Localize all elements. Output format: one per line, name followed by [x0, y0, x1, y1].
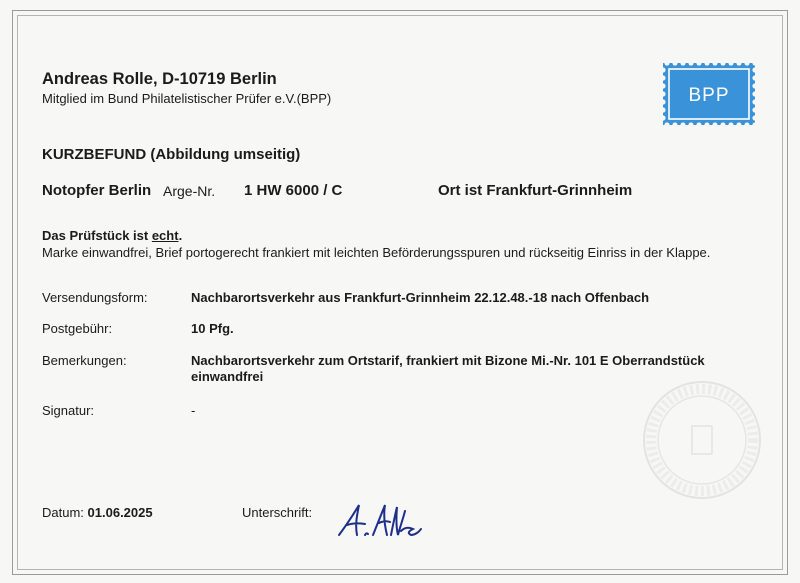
arge-label: Arge-Nr. — [163, 183, 216, 199]
date-line — [42, 505, 153, 520]
date-value: 01.06.2025 — [87, 505, 153, 520]
verdict-result: echt — [151, 228, 179, 243]
gebuehr-label: Postgebühr: — [42, 321, 113, 336]
versand-value: Nachbarortsverkehr aus Frankfurt-Grinnheim 22.12.48.-18 nach Offenbach — [191, 290, 650, 305]
location-note: Ort ist Frankfurt-Grinnheim — [438, 182, 633, 199]
bemerkung-label: Bemerkungen: — [42, 353, 127, 368]
signatur-label: Signatur: — [42, 403, 95, 418]
verdict-description: Marke einwandfrei, Brief portogerecht frankiert mit leichten Beförderungsspuren und rückseitig Einriss in der Klappe. — [42, 245, 711, 260]
examiner-name-address: Andreas Rolle, D-10719 Berlin — [42, 70, 277, 88]
arge-number: 1 HW 6000 / C — [244, 182, 343, 199]
verdict-prefix: Das Prüfstück ist — [42, 228, 152, 243]
bemerkung-line-1: Nachbarortsverkehr zum Ortstarif, frankiert mit Bizone Mi.-Nr. 101 E Oberrandstück — [191, 353, 705, 368]
signature-label: Unterschrift: — [242, 505, 313, 520]
report-title: KURZBEFUND (Abbildung umseitig) — [42, 146, 301, 163]
signatur-value: - — [191, 403, 196, 418]
gebuehr-value: 10 Pfg. — [191, 321, 234, 336]
date-label: Datum: — [42, 505, 84, 520]
verdict-suffix: . — [178, 228, 183, 243]
versand-label: Versendungsform: — [42, 290, 148, 305]
handwritten-signature — [335, 497, 425, 550]
item-name: Notopfer Berlin — [42, 182, 152, 199]
verdict-line — [42, 228, 182, 243]
membership-line: Mitglied im Bund Philatelistischer Prüfer e.V.(BPP) — [42, 91, 332, 106]
bpp-logo-text: BPP — [688, 85, 730, 106]
bemerkung-line-2: einwandfrei — [191, 369, 264, 384]
bpp-logo — [663, 63, 755, 130]
embossed-seal — [640, 378, 765, 508]
